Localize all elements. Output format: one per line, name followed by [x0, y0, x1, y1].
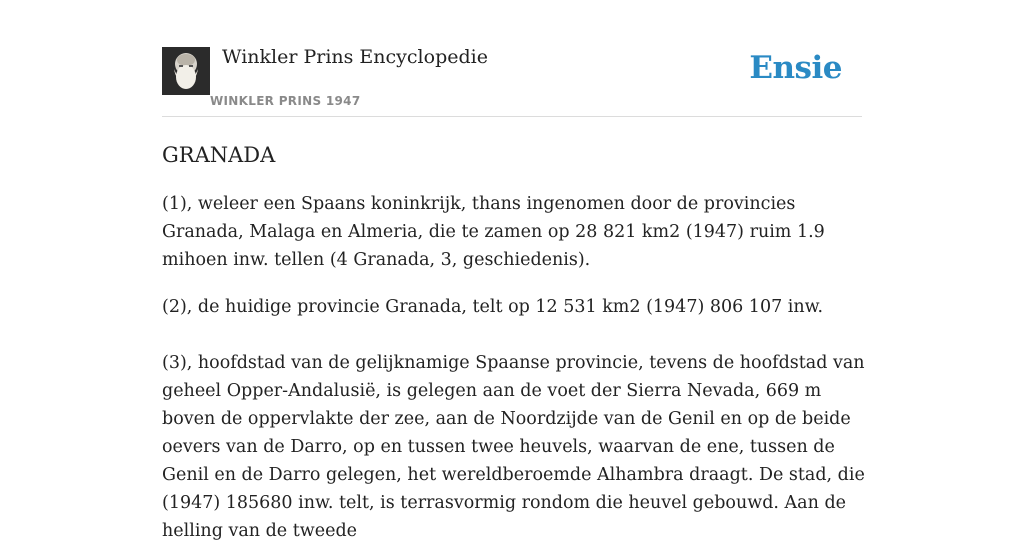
article-title: GRANADA	[162, 143, 276, 167]
article	[162, 140, 867, 545]
site-title[interactable]: Winkler Prins Encyclopedie	[222, 46, 488, 68]
avatar-image	[162, 47, 210, 95]
article-paragraph: (3), hoofdstad van de gelijknamige Spaanse provincie, tevens de hoofdstad van geheel Opper-Andalusië, is gelegen aan de voet der Sierra Nevada, 669 m boven de oppervlakte der zee, aan de Noordzijde van de Genil en op de beide oevers van de Darro, op en tussen twee heuvels, waarvan de ene, tussen de Genil en de Darro gelegen, het wereldberoemde Alhambra draagt. De stad, die (1947) 185680 inw. telt, is terrasvormig rondom die heuvel gebouwd. Aan de helling van de tweede	[162, 353, 865, 541]
article-paragraph: (2), de huidige provincie Granada, telt op 12 531 km2 (1947) 806 107 inw.	[162, 297, 824, 317]
ensie-logo[interactable]: Ensie	[749, 50, 842, 86]
bearded-man-portrait-icon[interactable]	[162, 47, 210, 95]
article-paragraph: (1), weleer een Spaans koninkrijk, thans ingenomen door de provincies Granada, Malaga en Almeria, die te zamen op 28 821 km2 (1947) ruim 1.9 mihoen inw. tellen (4 Granada, 3, geschiedenis).	[162, 194, 825, 270]
source-subtitle[interactable]: WINKLER PRINS 1947	[210, 94, 361, 108]
site-header	[162, 44, 862, 117]
